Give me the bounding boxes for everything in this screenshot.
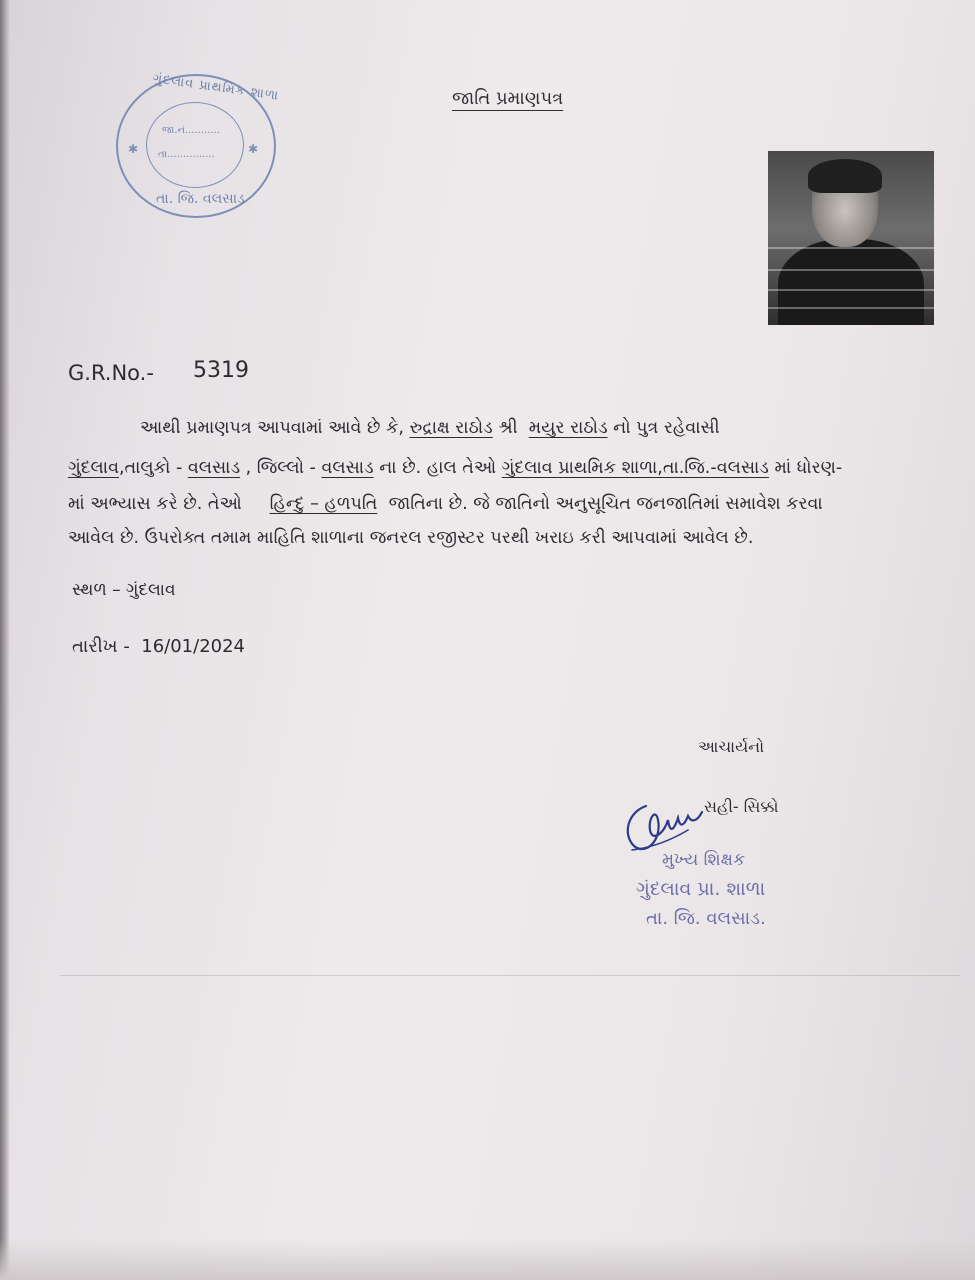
date-label: તારીખ - (72, 636, 130, 657)
seal-district: તા. જિ. વલસાડ. (646, 908, 766, 929)
seal-school: ગુંદલાવ પ્રા. શાળા (636, 878, 766, 900)
taluka-label: ,તાલુકો - (118, 458, 183, 478)
stamp-date-line: તા............... (158, 149, 215, 160)
seal-designation: મુખ્ય શિક્ષક (662, 850, 745, 870)
line1-end: નો પુત્ર રહેવાસી (613, 418, 720, 438)
certificate-line-3 (68, 494, 823, 514)
school-stamp (116, 71, 280, 218)
father-name: મયુર રાઠોડ (528, 418, 608, 438)
caste-name: હિન્દુ – હળપતિ (269, 494, 378, 514)
student-name: રુદ્રાક્ષ રાઠોડ (409, 418, 493, 438)
stamp-bottom-text: તા. જિ. વલસાડ (156, 191, 245, 207)
certificate-line-2 (68, 458, 842, 478)
place-line (72, 580, 176, 600)
gr-number-value: 5319 (193, 358, 249, 383)
paper-fold-line (60, 975, 960, 976)
line3-end: જાતિના છે. જે જાતિનો અનુસૂચિત જનજાતિમાં સમાવેશ કરવા (388, 494, 823, 514)
place-value: ગુંદલાવ (126, 580, 176, 600)
date-line (72, 636, 245, 657)
line2-mid: ના છે. હાલ તેઓ (379, 458, 497, 478)
stamp-star-icon: ✱ (248, 142, 259, 156)
page-edge-shadow (0, 0, 10, 1280)
place-label: સ્થળ – (72, 580, 121, 600)
certificate-line-4: આવેલ છે. ઉપરોક્ત તમામ માહિતિ શાળાના જનરલ રજીસ્ટર પરથી ખરાઇ કરી આપવામાં આવેલ છે. (68, 528, 754, 548)
district-name: વલસાડ (321, 458, 374, 478)
line2-end: માં ધોરણ- (774, 458, 843, 478)
line3-intro: માં અભ્યાસ કરે છે. તેઓ (68, 494, 242, 514)
stamp-number-line: જા.નં........... (162, 125, 220, 136)
school-name: ગુંદલાવ પ્રાથમિક શાળા,તા.જિ.-વલસાડ (501, 458, 769, 478)
line1-shri: શ્રી (498, 418, 518, 438)
certificate-line-1 (140, 418, 720, 438)
gr-number-label: G.R.No.- (68, 361, 154, 385)
signature-label: સહી- સિક્કો (704, 797, 779, 816)
line1-intro: આથી પ્રમાણપત્ર આપવામાં આવે છે કે, (140, 418, 404, 438)
stamp-star-icon: ✱ (128, 142, 139, 156)
certificate-title: જાતિ પ્રમાણપત્ર (452, 88, 564, 109)
paper-bottom-shadow (0, 1238, 975, 1280)
taluka-name: વલસાડ (187, 458, 241, 478)
stamp-inner-ring (146, 102, 244, 188)
district-label: , જિલ્લો - (245, 458, 316, 478)
principal-label: આચાર્યનો (698, 737, 765, 756)
stamp-top-text: ગુંદલાવ પ્રાથમિક શાળા (151, 71, 280, 104)
date-value: 16/01/2024 (141, 636, 246, 657)
village-name: ગુંદલાવ (68, 458, 119, 478)
student-photo (768, 151, 934, 325)
